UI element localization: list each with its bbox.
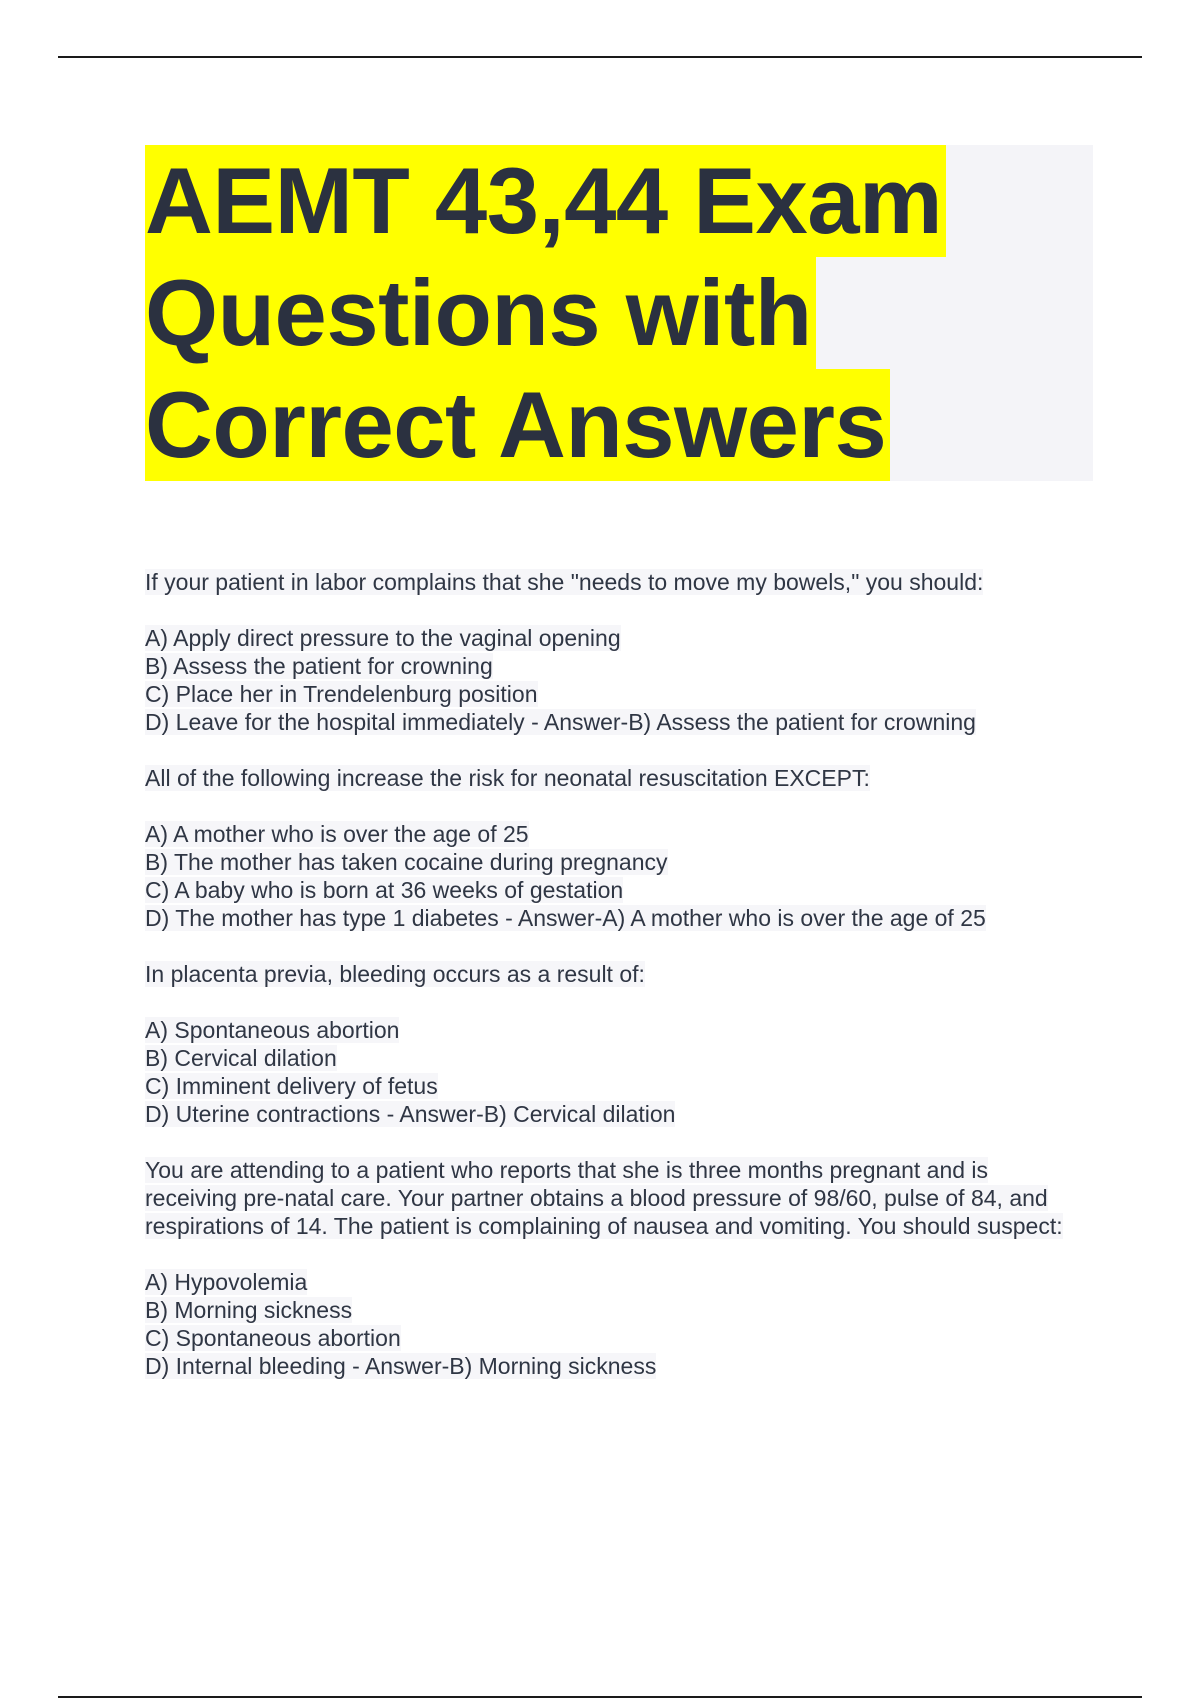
answer-option-a: A) A mother who is over the age of 25: [145, 821, 529, 847]
title-block: [145, 145, 1093, 481]
answer-option-c: C) A baby who is born at 36 weeks of gestation: [145, 877, 624, 903]
answer-option-d: D) Leave for the hospital immediately - Answer-B) Assess the patient for crowning: [145, 709, 976, 735]
question-text: If your patient in labor complains that she "needs to move my bowels," you should:: [145, 569, 984, 595]
title-line: Questions with: [145, 257, 816, 369]
answer-option-b: B) Morning sickness: [145, 1297, 353, 1323]
title-line: AEMT 43,44 Exam: [145, 145, 946, 257]
question-text: In placenta previa, bleeding occurs as a result of:: [145, 961, 645, 987]
answer-option-a: A) Spontaneous abortion: [145, 1017, 400, 1043]
bottom-rule: [58, 1696, 1142, 1698]
question-block-3: [145, 960, 1075, 1128]
answer-option-d: D) The mother has type 1 diabetes - Answer-A) A mother who is over the age of 25: [145, 905, 986, 931]
answer-option-d: D) Uterine contractions - Answer-B) Cervical dilation: [145, 1101, 676, 1127]
question-text: You are attending to a patient who reports that she is three months pregnant and is receiving pre-natal care. Your partner obtains a blood pressure of 98/60, pulse of 84, and respirations of 14. The patient is complaining of nausea and vomiting. You should suspect:: [145, 1157, 1063, 1239]
top-rule: [58, 56, 1142, 58]
question-text: All of the following increase the risk for neonatal resuscitation EXCEPT:: [145, 765, 870, 791]
answer-option-c: C) Place her in Trendelenburg position: [145, 681, 538, 707]
answer-option-c: C) Spontaneous abortion: [145, 1325, 401, 1351]
question-block-1: [145, 568, 1075, 736]
question-block-2: [145, 764, 1075, 932]
answer-option-a: A) Hypovolemia: [145, 1269, 308, 1295]
answer-option-d: D) Internal bleeding - Answer-B) Morning sickness: [145, 1353, 657, 1379]
answer-option-a: A) Apply direct pressure to the vaginal opening: [145, 625, 621, 651]
document-title: [145, 145, 1093, 481]
title-line: Correct Answers: [145, 369, 890, 481]
questions-section: [145, 568, 1075, 1408]
answer-option-b: B) Assess the patient for crowning: [145, 653, 493, 679]
answer-option-c: C) Imminent delivery of fetus: [145, 1073, 438, 1099]
question-block-4: [145, 1156, 1075, 1380]
answer-option-b: B) The mother has taken cocaine during pregnancy: [145, 849, 668, 875]
answer-option-b: B) Cervical dilation: [145, 1045, 337, 1071]
